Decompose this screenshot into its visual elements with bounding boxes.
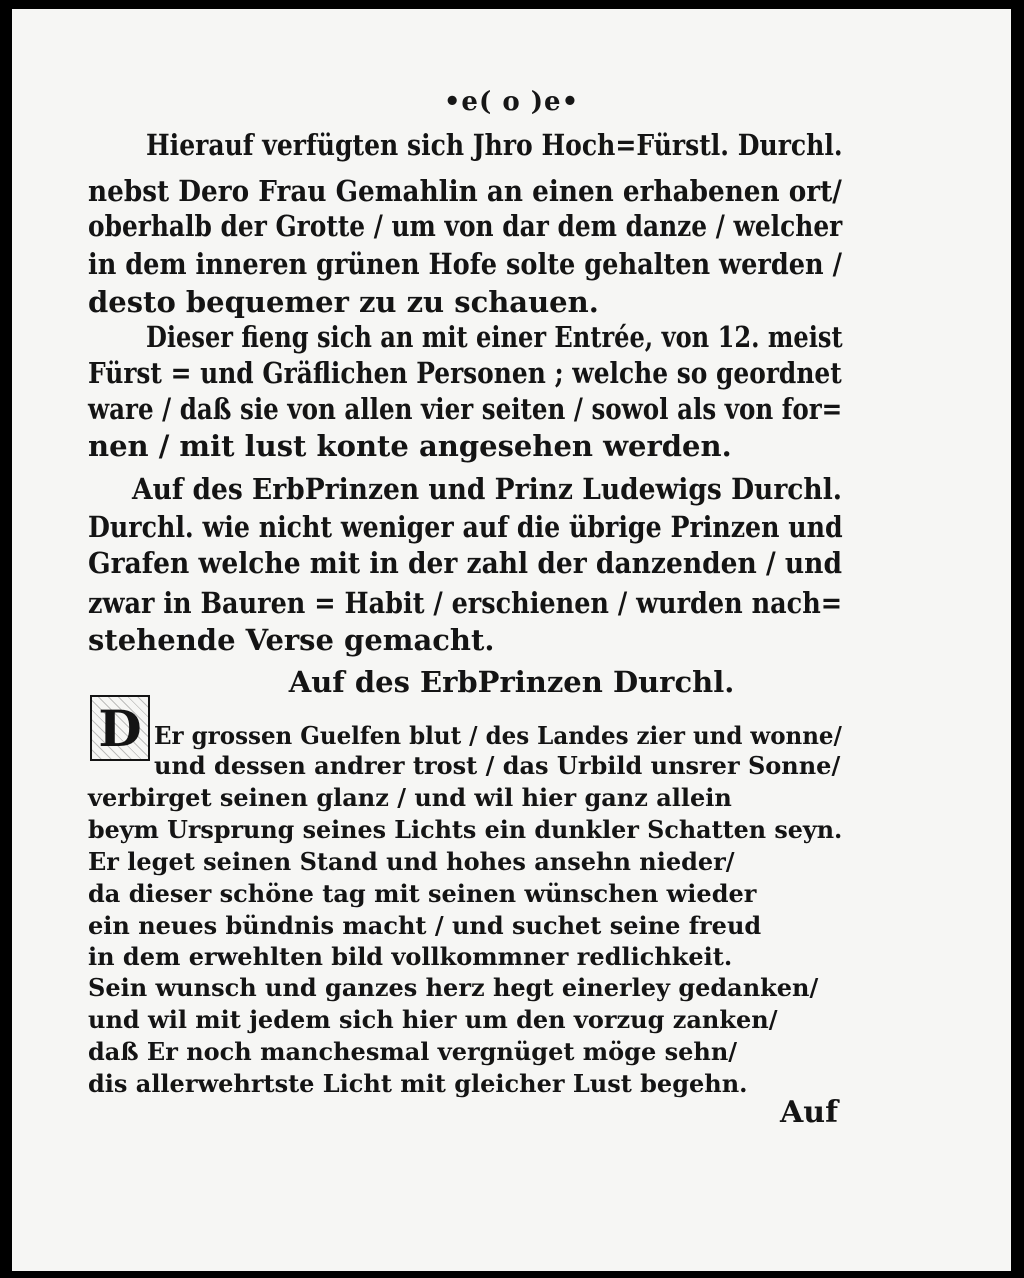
paragraph-3-line-1: Auf des ErbPrinzen und Prinz Ludewigs Durchl. xyxy=(132,472,843,506)
page-header: •e( o )e• xyxy=(443,87,580,117)
poem-line-2: und dessen andrer trost / das Urbild unsrer Sonne/ xyxy=(154,751,841,780)
paragraph-3-line-5: stehende Verse gemacht. xyxy=(88,623,495,657)
paragraph-2-line-3: ware / daß sie von allen vier seiten / sowol als von for= xyxy=(88,392,843,426)
poem-line-3: verbirget seinen glanz / und wil hier ganz allein xyxy=(88,783,732,812)
poem-title: Auf des ErbPrinzen Durchl. xyxy=(288,665,735,699)
poem-line-7: ein neues bündnis macht / und suchet seine freud xyxy=(88,911,762,940)
poem-line-11: daß Er noch manchesmal vergnüget möge sehn/ xyxy=(88,1037,738,1066)
paragraph-1-line-4: in dem inneren grünen Hofe solte gehalten werden / xyxy=(88,247,842,281)
poem-line-8: in dem erwehlten bild vollkommner redlichkeit. xyxy=(88,942,733,971)
poem-line-1: Er grossen Guelfen blut / des Landes zier und wonne/ xyxy=(154,721,842,750)
paragraph-3-line-3: Grafen welche mit in der zahl der danzenden / und xyxy=(88,546,842,580)
paragraph-1-line-2: nebst Dero Frau Gemahlin an einen erhabenen ort/ xyxy=(88,174,842,208)
book-page xyxy=(12,9,1011,1271)
poem-line-5: Er leget seinen Stand und hohes ansehn nieder/ xyxy=(88,847,735,876)
poem-line-9: Sein wunsch und ganzes herz hegt einerley gedanken/ xyxy=(88,973,819,1002)
poem-line-4: beym Ursprung seines Lichts ein dunkler Schatten seyn. xyxy=(88,815,843,844)
catchword: Auf xyxy=(780,1095,838,1130)
poem-line-10: und wil mit jedem sich hier um den vorzug zanken/ xyxy=(88,1005,778,1034)
paragraph-2-line-1: Dieser fieng sich an mit einer Entrée, von 12. meist xyxy=(146,320,843,354)
paragraph-3-line-2: Durchl. wie nicht weniger auf die übrige Prinzen und xyxy=(88,510,843,544)
paragraph-2-line-2: Fürst = und Gräflichen Personen ; welche so geordnet xyxy=(88,356,842,390)
paragraph-2-line-4: nen / mit lust konte angesehen werden. xyxy=(88,429,732,463)
paragraph-1-line-5: desto bequemer zu zu schauen. xyxy=(88,285,599,319)
paragraph-3-line-4: zwar in Bauren = Habit / erschienen / wurden nach= xyxy=(88,586,843,620)
paragraph-1-line-1: Hierauf verfügten sich Jhro Hoch=Fürstl. Durchl. xyxy=(146,128,843,162)
poem-line-6: da dieser schöne tag mit seinen wünschen wieder xyxy=(88,879,757,908)
decorated-initial: D xyxy=(90,695,150,761)
poem-line-12: dis allerwehrtste Licht mit gleicher Lust begehn. xyxy=(88,1069,748,1098)
paragraph-1-line-3: oberhalb der Grotte / um von dar dem danze / welcher xyxy=(88,209,843,243)
